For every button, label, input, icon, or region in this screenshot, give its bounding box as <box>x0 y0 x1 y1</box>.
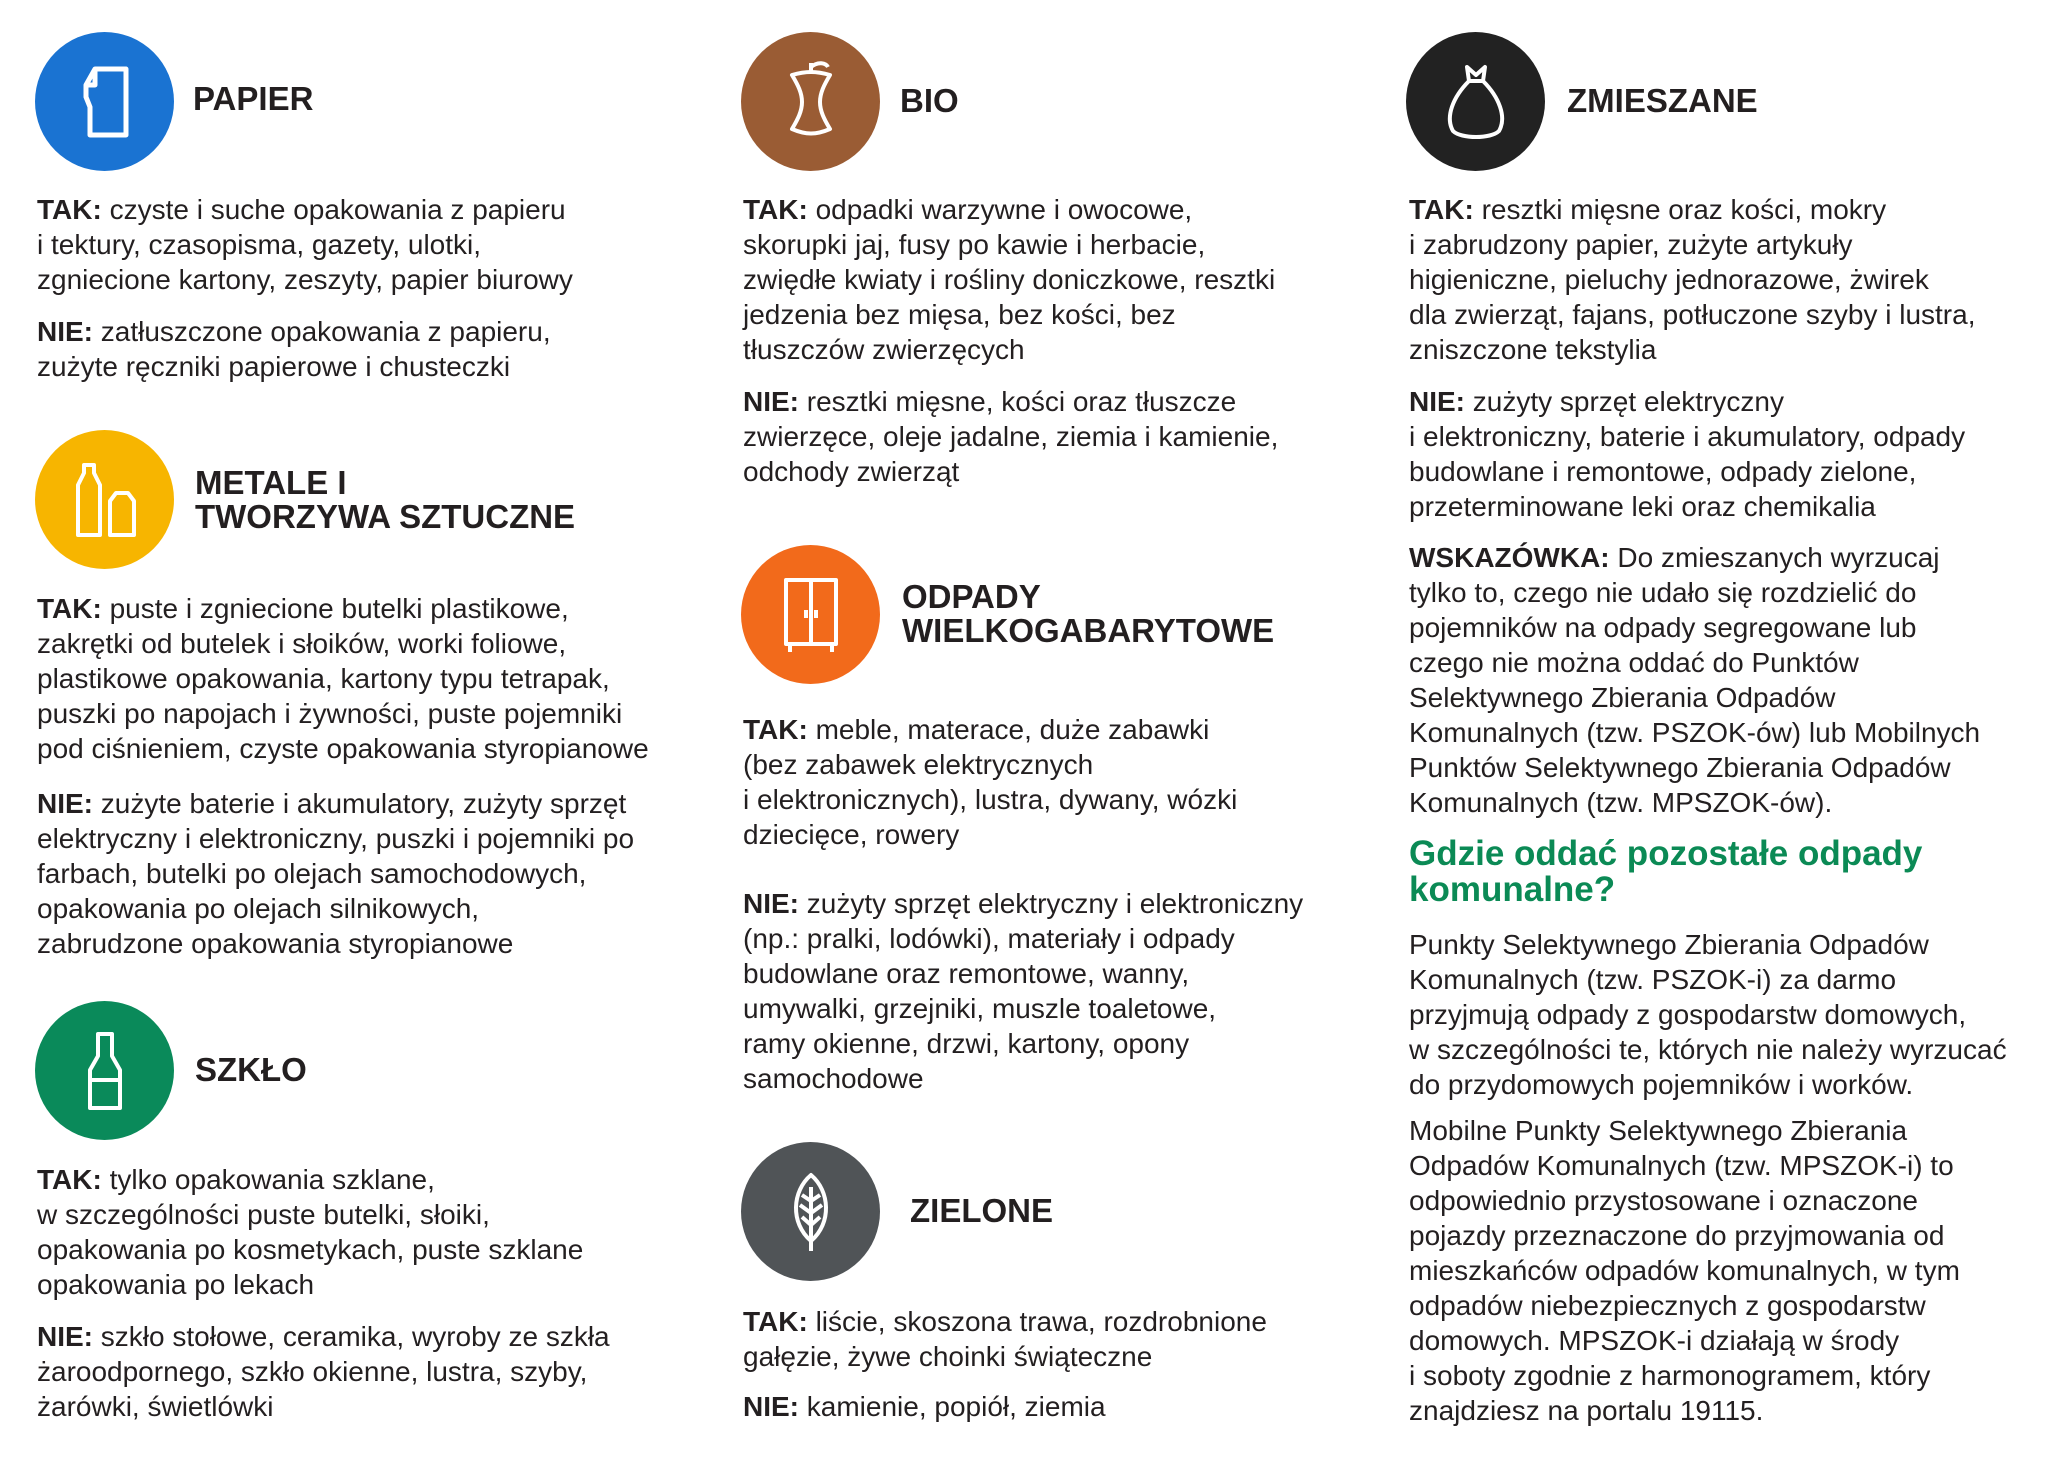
szklo-nie-text: szkło stołowe, ceramika, wyroby ze szkła żaroodpornego, szkło okienne, lustra, szyby, żarówki, świetlówki <box>37 1321 610 1422</box>
tak-label: TAK: <box>1409 194 1474 225</box>
metale-tak-text: puste i zgniecione butelki plastikowe, zakrętki od butelek i słoików, worki foliowe, plastikowe opakowania, kartony typu tetrapak, puszki po napojach i żywności, puste pojemniki pod ciśnieniem, czyste opakowania styropianowe <box>37 593 649 764</box>
nie-label: NIE: <box>743 386 799 417</box>
wielko-nie <box>743 886 1303 1096</box>
szklo-tak-text: tylko opakowania szklane, w szczególności puste butelki, słoiki, opakowania po kosmetykach, puste szklane opakowania po lekach <box>37 1164 584 1300</box>
zmieszane-nie-text: zużyty sprzęt elektryczny i elektroniczny, baterie i akumulatory, odpady budowlane i remontowe, odpady zielone, przeterminowane leki oraz chemikalia <box>1409 386 1966 522</box>
zmieszane-wskazowka-text: Do zmieszanych wyrzucaj tylko to, czego nie udało się rozdzielić do pojemników na odpady segregowane lub czego nie można oddać do Punktów Selektywnego Zbierania Odpadów Komunalnych (tzw. PSZOK-ów) lub Mobilnych Punktów Selektywnego Zbierania Odpadów Komunalnych (tzw. MPSZOK-ów). <box>1409 542 1981 818</box>
section-title-wielkogabarytowe: ODPADY WIELKOGABARYTOWE <box>902 578 1275 649</box>
papier-nie-text: zatłuszczone opakowania z papieru, zużyte ręczniki papierowe i chusteczki <box>37 316 551 382</box>
nie-label: NIE: <box>1409 386 1465 417</box>
paper-icon <box>35 32 174 171</box>
trash-bag-icon <box>1406 32 1545 171</box>
zielone-tak <box>743 1304 1267 1374</box>
info-paragraph-pszok: Punkty Selektywnego Zbierania Odpadów Komunalnych (tzw. PSZOK-i) za darmo przyjmują odpady z gospodarstw domowych, w szczególności te, których nie należy wyrzucać do przydomowych pojemników i worków. <box>1409 929 2007 1100</box>
tak-label: TAK: <box>37 1164 102 1195</box>
bio-nie-text: resztki mięsne, kości oraz tłuszcze zwierzęce, oleje jadalne, ziemia i kamienie, odchody zwierząt <box>743 386 1279 487</box>
metale-nie-text: zużyte baterie i akumulatory, zużyty sprzęt elektryczny i elektroniczny, puszki i pojemniki po farbach, butelki po olejach samochodowych, opakowania po olejach silnikowych, zabrudzone opakowania styropianowe <box>37 788 635 959</box>
section-title-bio: BIO <box>900 82 959 119</box>
info-heading: Gdzie oddać pozostałe odpady komunalne? <box>1409 834 1923 909</box>
wielko-tak <box>743 712 1237 852</box>
section-title-szklo: SZKŁO <box>195 1051 307 1088</box>
nie-label: NIE: <box>743 1391 799 1422</box>
nie-label: NIE: <box>37 316 93 347</box>
zielone-nie <box>743 1389 1106 1424</box>
papier-tak <box>37 192 573 297</box>
nie-label: NIE: <box>37 788 93 819</box>
tak-label: TAK: <box>37 194 102 225</box>
wskazowka-label: WSKAZÓWKA: <box>1409 542 1610 573</box>
zmieszane-nie <box>1409 384 1965 524</box>
zmieszane-tak <box>1409 192 1975 367</box>
szklo-nie <box>37 1319 610 1424</box>
tak-label: TAK: <box>37 593 102 624</box>
bio-nie <box>743 384 1278 489</box>
zielone-tak-text: liście, skoszona trawa, rozdrobnione gałęzie, żywe choinki świąteczne <box>743 1306 1267 1372</box>
bio-tak <box>743 192 1275 367</box>
bio-tak-text: odpadki warzywne i owocowe, skorupki jaj, fusy po kawie i herbacie, zwiędłe kwiaty i rośliny doniczkowe, resztki jedzenia bez mięsa, bez kości, bez tłuszczów zwierzęcych <box>743 194 1276 365</box>
section-title-papier: PAPIER <box>193 80 314 117</box>
tak-label: TAK: <box>743 1306 808 1337</box>
nie-label: NIE: <box>743 888 799 919</box>
metale-tak <box>37 591 649 766</box>
wielko-tak-text: meble, materace, duże zabawki (bez zabawek elektrycznych i elektronicznych), lustra, dywany, wózki dziecięce, rowery <box>743 714 1238 850</box>
szklo-tak <box>37 1162 583 1302</box>
bottle-can-icon <box>35 430 174 569</box>
wardrobe-icon <box>741 545 880 684</box>
metale-nie <box>37 786 634 961</box>
nie-label: NIE: <box>37 1321 93 1352</box>
info-paragraph-mpszok: Mobilne Punkty Selektywnego Zbierania Odpadów Komunalnych (tzw. MPSZOK-i) to odpowiednio przystosowane i oznaczone pojazdy przeznaczone do przyjmowania od mieszkańców odpadów komunalnych, w tym odpadów niebezpiecznych z gospodarstw domowych. MPSZOK-i działają w środy i soboty zgodnie z harmonogramem, który znajdziesz na portalu 19115. <box>1409 1115 1960 1426</box>
glass-bottle-icon <box>35 1001 174 1140</box>
papier-nie <box>37 314 551 384</box>
section-title-metale: METALE I TWORZYWA SZTUCZNE <box>195 464 576 535</box>
apple-core-icon <box>741 32 880 171</box>
zmieszane-tak-text: resztki mięsne oraz kości, mokry i zabrudzony papier, zużyte artykuły higieniczne, pieluchy jednorazowe, żwirek dla zwierząt, fajans, potłuczone szyby i lustra, zniszczone tekstylia <box>1409 194 1976 365</box>
tak-label: TAK: <box>743 194 808 225</box>
zmieszane-wskazowka <box>1409 540 1980 820</box>
tak-label: TAK: <box>743 714 808 745</box>
leaf-icon <box>741 1142 880 1281</box>
wielko-nie-text: zużyty sprzęt elektryczny i elektroniczny (np.: pralki, lodówki), materiały i odpady budowlane oraz remontowe, wanny, umywalki, grzejniki, muszle toaletowe, ramy okienne, drzwi, kartony, opony samochodowe <box>743 888 1304 1094</box>
section-title-zielone: ZIELONE <box>910 1192 1054 1229</box>
section-title-zmieszane: ZMIESZANE <box>1567 82 1758 119</box>
papier-tak-text: czyste i suche opakowania z papieru i tektury, czasopisma, gazety, ulotki, zgniecione kartony, zeszyty, papier biurowy <box>37 194 573 295</box>
zielone-nie-text: kamienie, popiół, ziemia <box>799 1391 1106 1422</box>
